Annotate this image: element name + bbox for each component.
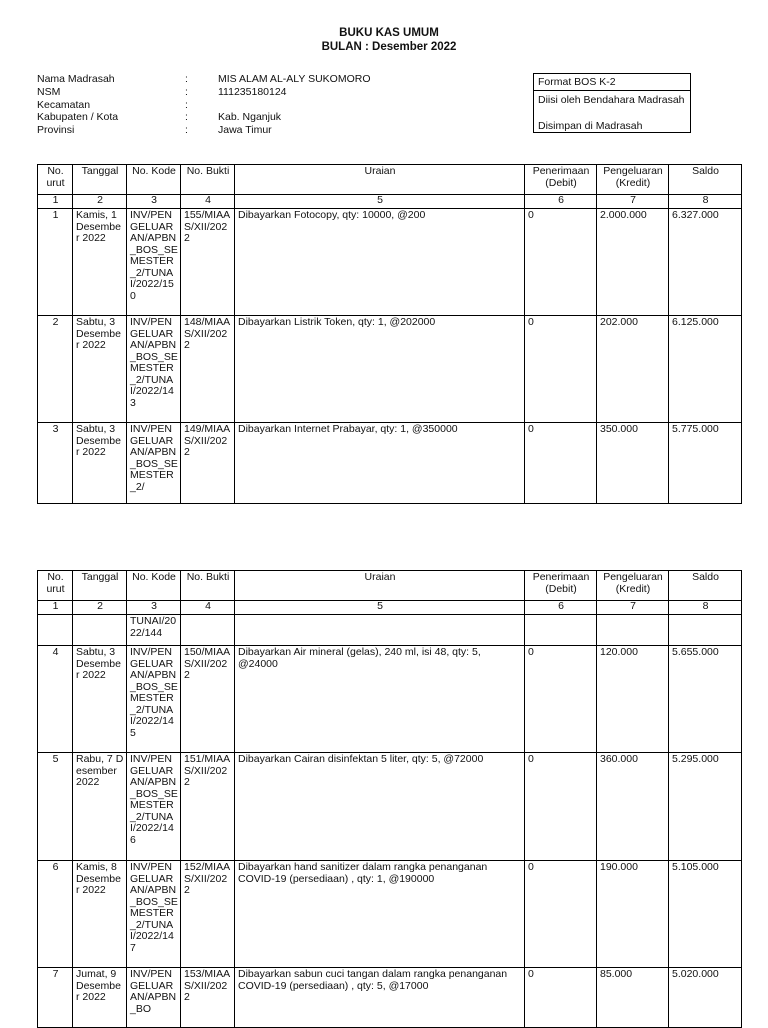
- cell-bukti: 152/MIAAS/XII/2022: [181, 861, 235, 968]
- cell-bukti: 155/MIAAS/XII/2022: [181, 209, 235, 316]
- cell-kredit: 190.000: [597, 861, 669, 968]
- document-subtitle: BULAN : Desember 2022: [321, 41, 457, 53]
- table-row: [38, 646, 742, 753]
- cell-debit: 0: [525, 316, 597, 423]
- header-penerimaan: Penerimaan (Debit): [525, 571, 597, 601]
- cell-kredit: 202.000: [597, 316, 669, 423]
- cell-kredit: 85.000: [597, 968, 669, 1028]
- cell-tanggal: Sabtu, 3 Desember 2022: [73, 646, 127, 753]
- header-saldo: Saldo: [669, 165, 742, 195]
- cell-uraian: Dibayarkan Internet Prabayar, qty: 1, @350000: [235, 423, 525, 504]
- table-row: [38, 423, 742, 504]
- column-number: 6: [525, 601, 597, 615]
- cell-uraian: Dibayarkan Listrik Token, qty: 1, @202000: [235, 316, 525, 423]
- info-label: Nama Madrasah: [37, 73, 115, 85]
- cell-uraian: Dibayarkan sabun cuci tangan dalam rangka penanganan COVID-19 (persediaan) , qty: 5, @17000: [235, 968, 525, 1028]
- info-value: Jawa Timur: [218, 124, 272, 136]
- info-label: Kecamatan: [37, 99, 91, 111]
- cell-kredit: [597, 615, 669, 646]
- cell-tanggal: [73, 615, 127, 646]
- header-pengeluaran: Pengeluaran (Kredit): [597, 571, 669, 601]
- cell-kredit: 2.000.000: [597, 209, 669, 316]
- cell-debit: 0: [525, 646, 597, 753]
- info-value: 111235180124: [218, 86, 287, 98]
- column-number: 3: [127, 601, 181, 615]
- cell-tanggal: Jumat, 9 Desember 2022: [73, 968, 127, 1028]
- cell-no: 3: [38, 423, 73, 504]
- cell-debit: 0: [525, 861, 597, 968]
- table-row-continuation: [38, 615, 742, 646]
- cell-no: 6: [38, 861, 73, 968]
- cell-kode: TUNAI/2022/144: [127, 615, 181, 646]
- cell-saldo: 5.020.000: [669, 968, 742, 1028]
- format-code: Format BOS K-2: [534, 74, 690, 91]
- cell-debit: 0: [525, 209, 597, 316]
- cell-tanggal: Kamis, 1 Desember 2022: [73, 209, 127, 316]
- table-header-row: [38, 571, 742, 601]
- format-filled-by: Diisi oleh Bendahara Madrasah: [538, 94, 685, 106]
- column-number: 1: [38, 601, 73, 615]
- info-value: Kab. Nganjuk: [218, 111, 282, 123]
- table-row: [38, 209, 742, 316]
- format-stored-at: Disimpan di Madrasah: [538, 120, 643, 132]
- header-no-kode: No. Kode: [127, 165, 181, 195]
- column-number-row: [38, 195, 742, 209]
- column-number: 5: [235, 601, 525, 615]
- cell-saldo: 5.655.000: [669, 646, 742, 753]
- cell-no: 4: [38, 646, 73, 753]
- cell-tanggal: Rabu, 7 Desember 2022: [73, 753, 127, 861]
- cell-debit: [525, 615, 597, 646]
- cell-debit: 0: [525, 423, 597, 504]
- info-colon: :: [185, 99, 188, 111]
- cell-debit: 0: [525, 753, 597, 861]
- column-number: 7: [597, 195, 669, 209]
- table-row: [38, 316, 742, 423]
- cell-kode: INV/PENGELUARAN/APBN_BOS_SEMESTER_2/: [127, 423, 181, 504]
- cell-kode: INV/PENGELUARAN/APBN_BOS_SEMESTER_2/TUNAI/2022/145: [127, 646, 181, 753]
- column-number: 8: [669, 195, 742, 209]
- info-colon: :: [185, 73, 188, 85]
- format-box: [533, 73, 691, 133]
- header-saldo: Saldo: [669, 571, 742, 601]
- column-number: 7: [597, 601, 669, 615]
- header-uraian: Uraian: [235, 165, 525, 195]
- cell-uraian: Dibayarkan Cairan disinfektan 5 liter, qty: 5, @72000: [235, 753, 525, 861]
- header-tanggal: Tanggal: [73, 571, 127, 601]
- header-no-kode: No. Kode: [127, 571, 181, 601]
- cell-bukti: 148/MIAAS/XII/2022: [181, 316, 235, 423]
- cell-kode: INV/PENGELUARAN/APBN_BO: [127, 968, 181, 1028]
- cell-uraian: [235, 615, 525, 646]
- header-penerimaan: Penerimaan (Debit): [525, 165, 597, 195]
- ledger-table-1: [37, 164, 742, 504]
- cell-tanggal: Sabtu, 3 Desember 2022: [73, 316, 127, 423]
- cell-no: [38, 615, 73, 646]
- info-label: NSM: [37, 86, 61, 98]
- cell-kredit: 350.000: [597, 423, 669, 504]
- cell-saldo: 6.327.000: [669, 209, 742, 316]
- cell-uraian: Dibayarkan Air mineral (gelas), 240 ml, isi 48, qty: 5, @24000: [235, 646, 525, 753]
- cell-tanggal: Sabtu, 3 Desember 2022: [73, 423, 127, 504]
- table-row: [38, 968, 742, 1028]
- header-no-bukti: No. Bukti: [181, 571, 235, 601]
- info-label: Provinsi: [37, 124, 75, 136]
- cell-saldo: 5.105.000: [669, 861, 742, 968]
- column-number: 3: [127, 195, 181, 209]
- info-colon: :: [185, 86, 188, 98]
- info-colon: :: [185, 124, 188, 136]
- cell-kode: INV/PENGELUARAN/APBN_BOS_SEMESTER_2/TUNAI/2022/150: [127, 209, 181, 316]
- cell-saldo: 6.125.000: [669, 316, 742, 423]
- header-tanggal: Tanggal: [73, 165, 127, 195]
- cell-kode: INV/PENGELUARAN/APBN_BOS_SEMESTER_2/TUNAI/2022/143: [127, 316, 181, 423]
- cell-kredit: 120.000: [597, 646, 669, 753]
- cell-no: 1: [38, 209, 73, 316]
- column-number: 8: [669, 601, 742, 615]
- header-no-bukti: No. Bukti: [181, 165, 235, 195]
- column-number: 6: [525, 195, 597, 209]
- cell-uraian: Dibayarkan hand sanitizer dalam rangka penanganan COVID-19 (persediaan) , qty: 1, @190000: [235, 861, 525, 968]
- cell-kode: INV/PENGELUARAN/APBN_BOS_SEMESTER_2/TUNAI/2022/146: [127, 753, 181, 861]
- cell-tanggal: Kamis, 8 Desember 2022: [73, 861, 127, 968]
- column-number-row: [38, 601, 742, 615]
- cell-bukti: [181, 615, 235, 646]
- cell-bukti: 150/MIAAS/XII/2022: [181, 646, 235, 753]
- cell-no: 5: [38, 753, 73, 861]
- table-row: [38, 861, 742, 968]
- cell-no: 7: [38, 968, 73, 1028]
- document-title: BUKU KAS UMUM: [339, 27, 439, 39]
- cell-no: 2: [38, 316, 73, 423]
- cell-bukti: 153/MIAAS/XII/2022: [181, 968, 235, 1028]
- header-uraian: Uraian: [235, 571, 525, 601]
- info-label: Kabupaten / Kota: [37, 111, 119, 123]
- info-value: MIS ALAM AL-ALY SUKOMORO: [218, 73, 371, 85]
- cell-uraian: Dibayarkan Fotocopy, qty: 10000, @200: [235, 209, 525, 316]
- info-colon: :: [185, 111, 188, 123]
- column-number: 5: [235, 195, 525, 209]
- table-row: [38, 753, 742, 861]
- cell-saldo: [669, 615, 742, 646]
- column-number: 4: [181, 195, 235, 209]
- table-header-row: [38, 165, 742, 195]
- cell-kredit: 360.000: [597, 753, 669, 861]
- column-number: 2: [73, 601, 127, 615]
- cell-saldo: 5.295.000: [669, 753, 742, 861]
- ledger-table-2: [37, 570, 742, 1028]
- header-no-urut: No. urut: [38, 571, 73, 601]
- column-number: 4: [181, 601, 235, 615]
- cell-saldo: 5.775.000: [669, 423, 742, 504]
- cell-bukti: 151/MIAAS/XII/2022: [181, 753, 235, 861]
- column-number: 1: [38, 195, 73, 209]
- cell-bukti: 149/MIAAS/XII/2022: [181, 423, 235, 504]
- header-no-urut: No. urut: [38, 165, 73, 195]
- cell-debit: 0: [525, 968, 597, 1028]
- column-number: 2: [73, 195, 127, 209]
- cell-kode: INV/PENGELUARAN/APBN_BOS_SEMESTER_2/TUNAI/2022/147: [127, 861, 181, 968]
- header-pengeluaran: Pengeluaran (Kredit): [597, 165, 669, 195]
